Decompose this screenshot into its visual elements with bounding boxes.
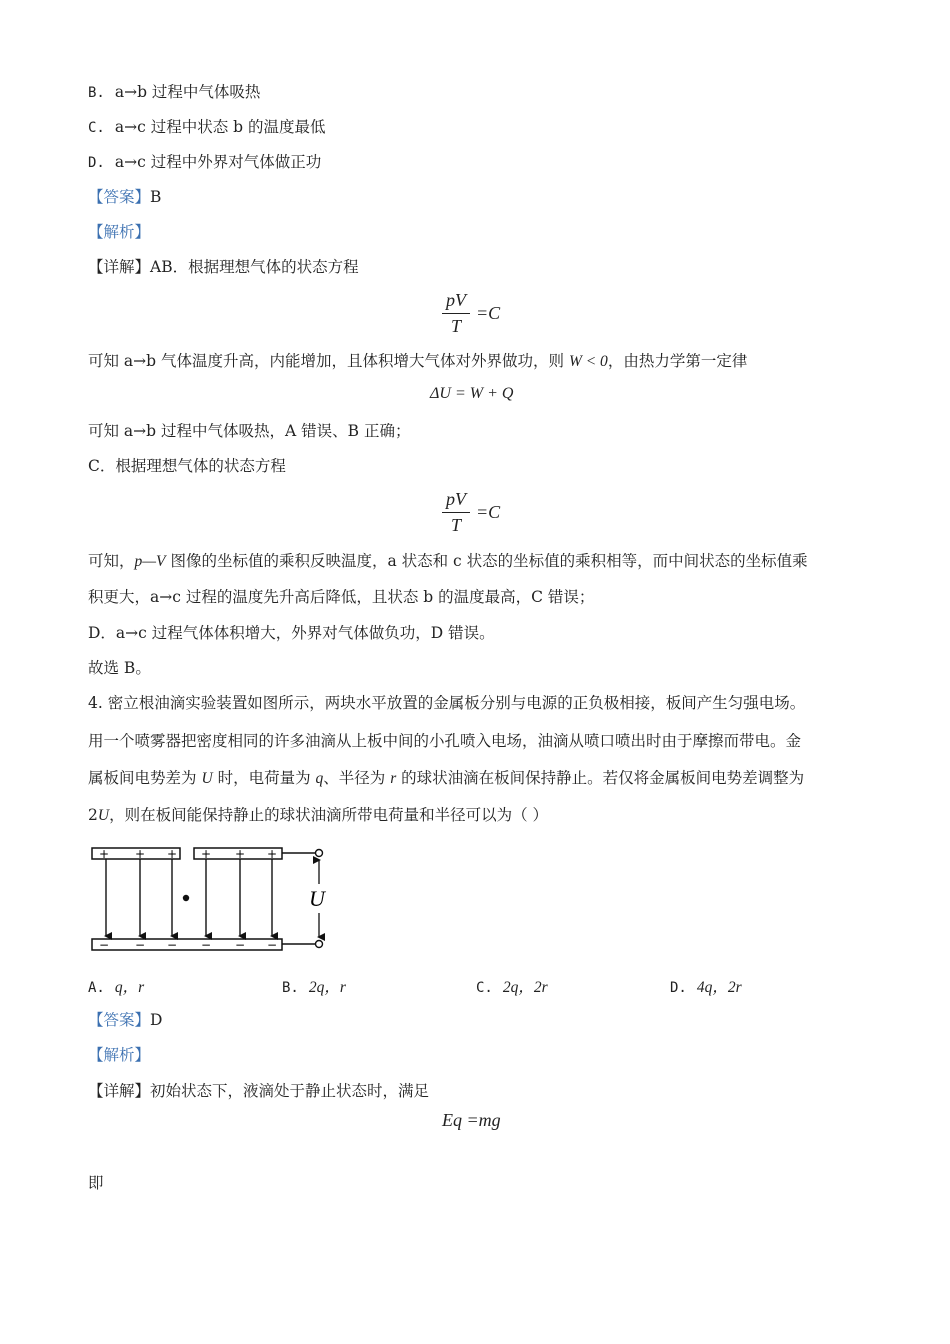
- detail-text: 初始状态下，液滴处于静止状态时，满足: [150, 1082, 430, 1100]
- equation-rhs: =C: [476, 502, 501, 522]
- choice-c: [476, 975, 548, 997]
- option-letter: D.: [88, 155, 105, 171]
- text-line: 即: [88, 1174, 104, 1192]
- text-segment: 、半径为: [323, 769, 391, 787]
- math-inline: p—V: [134, 553, 166, 570]
- fraction-numerator: pV: [442, 489, 470, 513]
- question-4-line: 用一个喷雾器把密度相同的许多油滴从上板中间的小孔喷入电场，油滴从喷口喷出时由于摩擦而带电。金: [88, 732, 802, 750]
- answer-tag: 【答案】: [88, 188, 151, 206]
- choice-letter: D.: [670, 980, 687, 996]
- choice-letter: A.: [88, 980, 105, 996]
- oil-drop: [183, 895, 189, 901]
- text-segment: 属板间电势差为: [88, 769, 202, 787]
- text-segment: 可知，: [88, 552, 135, 570]
- option-text: a→c 过程中外界对气体做正功: [114, 153, 322, 171]
- detail-line-q3: [88, 257, 359, 277]
- plus-sign: +: [134, 847, 146, 861]
- text-line: D．a→c 过程气体体积增大，外界对气体做负功，D 错误。: [88, 624, 495, 642]
- answer-line-q3: [88, 187, 161, 207]
- choice-a: [88, 975, 144, 997]
- option-text: a→b 过程中气体吸热: [114, 83, 261, 101]
- voltage-label: U: [309, 886, 325, 911]
- plus-sign: +: [200, 847, 212, 861]
- text-line: 积更大，a→c 过程的温度先升高后降低，且状态 b 的温度最高，C 错误；: [88, 588, 595, 606]
- text-line: C．根据理想气体的状态方程: [88, 457, 286, 475]
- math-inline: U: [201, 770, 213, 787]
- bottom-plate: [92, 939, 282, 950]
- option-b: [88, 82, 260, 103]
- minus-sign: −: [166, 938, 178, 952]
- plus-sign: +: [266, 847, 278, 861]
- option-letter: B.: [88, 85, 105, 101]
- detail-intro: AB．根据理想气体的状态方程: [150, 258, 359, 276]
- text-line: 可知 a→b 过程中气体吸热，A 错误、B 正确；: [88, 422, 411, 440]
- minus-sign: −: [134, 938, 146, 952]
- millikan-apparatus-figure: [88, 843, 333, 953]
- text-line: 故选 B。: [88, 659, 151, 677]
- choice-text: q，r: [114, 979, 145, 996]
- choice-text: 2q，r: [308, 979, 346, 996]
- option-text: a→c 过程中状态 b 的温度最低: [114, 118, 326, 136]
- detail-tag: 【详解】: [88, 258, 151, 276]
- minus-sign: −: [234, 938, 246, 952]
- text-segment: ，则在板间能保持静止的球状油滴所带电荷量和半径可以为（ ）: [109, 806, 549, 824]
- choice-letter: C.: [476, 980, 493, 996]
- text-segment: 时，电荷量为: [212, 769, 316, 787]
- math-inline: W < 0: [568, 353, 608, 370]
- minus-sign: −: [266, 938, 278, 952]
- answer-value: B: [150, 188, 162, 206]
- detail-tag: 【详解】: [88, 1082, 151, 1100]
- plus-sign: +: [166, 847, 178, 861]
- detail-line-q4: [88, 1081, 429, 1101]
- equation-force-balance: Eq =mg: [442, 1110, 501, 1130]
- analysis-tag: 【解析】: [88, 223, 151, 241]
- plus-sign: +: [234, 847, 246, 861]
- question-4-line: 4. 密立根油滴实验装置如图所示，两块水平放置的金属板分别与电源的正负极相接，板间产生匀强电场。: [88, 694, 806, 712]
- equation-first-law: ΔU = W + Q: [430, 385, 514, 402]
- text-segment: ，由热力学第一定律: [607, 352, 748, 370]
- minus-sign: −: [200, 938, 212, 952]
- equation-rhs: =C: [476, 303, 501, 323]
- option-letter: C.: [88, 120, 105, 136]
- plus-sign: +: [98, 847, 110, 861]
- text-segment: 可知 a→b 气体温度升高，内能增加，且体积增大气体对外界做功，则: [88, 352, 569, 370]
- question-4-line: [88, 768, 804, 789]
- option-c: [88, 117, 325, 138]
- answer-line-q4: [88, 1010, 162, 1030]
- choice-b: [282, 975, 346, 997]
- text-segment: 图像的坐标值的乘积反映温度，a 状态和 c 状态的坐标值的乘积相等，而中间状态的坐标值乘: [165, 552, 808, 570]
- text-line: [88, 551, 808, 572]
- text-segment: 的球状油滴在板间保持静止。若仅将金属板间电势差调整为: [396, 769, 805, 787]
- analysis-line-q3: [88, 222, 150, 242]
- math-inline: r: [390, 770, 397, 787]
- fraction-denominator: T: [450, 515, 461, 535]
- text-segment: 2: [88, 806, 98, 824]
- answer-value: D: [150, 1011, 163, 1029]
- math-inline: q: [315, 770, 324, 787]
- question-4-line: [88, 805, 548, 826]
- choice-letter: B.: [282, 980, 299, 996]
- choice-text: 4q，2r: [696, 979, 742, 996]
- analysis-tag: 【解析】: [88, 1046, 151, 1064]
- analysis-line-q4: [88, 1045, 150, 1065]
- terminal-top: [316, 850, 323, 857]
- equation-ideal-gas-1: [442, 290, 500, 337]
- answer-tag: 【答案】: [88, 1011, 151, 1029]
- equation-ideal-gas-2: [442, 489, 500, 536]
- option-d: [88, 152, 321, 173]
- terminal-bottom: [316, 941, 323, 948]
- fraction-numerator: pV: [442, 290, 470, 314]
- choice-d: [670, 975, 742, 997]
- fraction-denominator: T: [450, 316, 461, 336]
- math-inline: U: [97, 807, 110, 824]
- choice-text: 2q，2r: [502, 979, 548, 996]
- minus-sign: −: [98, 938, 110, 952]
- text-line: [88, 351, 747, 372]
